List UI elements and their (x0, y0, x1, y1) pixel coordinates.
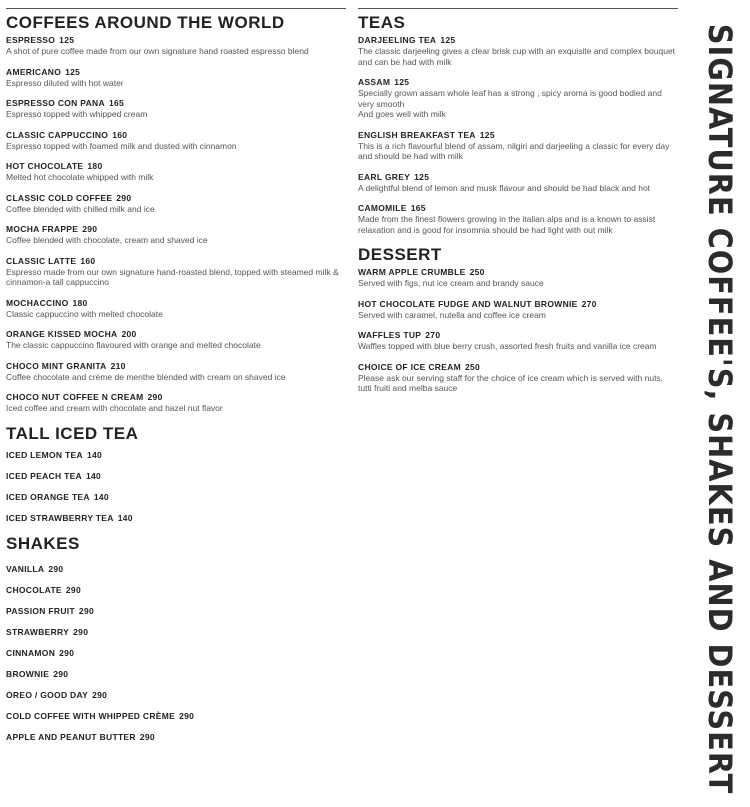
menu-item (6, 130, 346, 152)
top-rule-left (6, 8, 346, 9)
item-price: 270 (581, 298, 597, 309)
item-price: 200 (121, 329, 137, 339)
item-price: 140 (86, 470, 102, 481)
item-name-text: CAMOMILE (358, 203, 407, 213)
menu-item (358, 130, 678, 162)
item-description: Waffles topped with blue berry crush, assorted fresh fruits and vanilla ice cream (358, 341, 657, 351)
menu-item (358, 362, 678, 394)
shakes-list (6, 564, 346, 743)
item-price: 250 (464, 361, 481, 372)
menu-item (6, 392, 346, 414)
item-price: 290 (48, 563, 64, 574)
item-description: Iced coffee and cream with chocolate and hazel nut flavor (6, 403, 223, 413)
menu-item (6, 361, 346, 383)
item-name-text: AMERICANO (6, 66, 62, 77)
menu-item (6, 35, 346, 57)
item-description: Espresso topped with foamed milk and dusted with cinnamon (6, 140, 237, 151)
item-description: Espresso made from our own signature hand-roasted blend, topped with steamed milk & cinnamon-a tall cappuccino (6, 266, 339, 287)
menu-item (6, 564, 346, 575)
menu-item (358, 172, 678, 194)
coffees-list (6, 35, 346, 414)
item-price: 290 (147, 392, 163, 402)
item-description: The classic darjeeling gives a clear brisk cup with an exquisite and complex bouquet and can be had with milk (358, 46, 676, 67)
menu-item (6, 224, 346, 246)
item-name-text: CLASSIC CAPPUCCINO (6, 129, 109, 140)
item-description: A delightful blend of lemon and musk flavour and should be had black and hot (358, 182, 651, 193)
item-price: 160 (112, 129, 128, 140)
left-column (6, 8, 346, 753)
menu-item-name (6, 35, 346, 46)
menu-item (6, 329, 346, 351)
item-price: 290 (78, 605, 95, 616)
item-price: 290 (59, 647, 75, 658)
menu-item-name (6, 329, 346, 340)
menu-item (6, 606, 346, 617)
menu-item (6, 450, 346, 461)
item-name-text: HOT CHOCOLATE (6, 161, 84, 171)
item-name-text: ICED LEMON TEA (6, 449, 83, 460)
item-price: 250 (469, 267, 485, 277)
menu-item (358, 35, 678, 67)
item-price: 125 (440, 35, 456, 45)
item-price: 210 (110, 360, 126, 371)
menu-item-name (358, 203, 678, 214)
menu-item (358, 330, 678, 352)
item-name-text: PASSION FRUIT (6, 605, 75, 616)
menu-item (6, 471, 346, 482)
item-price: 125 (414, 171, 430, 182)
item-name-text: STRAWBERRY (6, 626, 70, 637)
item-name-text: EARL GREY (358, 171, 411, 182)
menu-item (6, 256, 346, 288)
menu-item (6, 669, 346, 680)
menu-item (6, 690, 346, 701)
right-column (358, 8, 678, 404)
item-description: Coffee blended with chocolate, cream and shaved ice (6, 235, 208, 245)
item-price: 125 (479, 129, 495, 140)
item-name-text: HOT CHOCOLATE FUDGE AND WALNUT BROWNIE (358, 298, 578, 309)
item-name-text: ASSAM (358, 77, 391, 87)
item-description: The classic cappuccino flavoured with orange and melted chocolate (6, 340, 261, 350)
item-price: 165 (108, 98, 125, 108)
item-price: 290 (116, 192, 132, 203)
item-name-text: CHOCO MINT GRANITA (6, 360, 107, 371)
menu-item (6, 298, 346, 320)
item-description: Served with figs, nut ice cream and brandy sauce (358, 278, 544, 288)
item-price: 290 (179, 710, 195, 721)
item-name-text: WAFFLES TUP (358, 330, 422, 340)
item-name-text: ICED PEACH TEA (6, 470, 82, 481)
item-name-text: ORANGE KISSED MOCHA (6, 329, 118, 339)
item-price: 270 (425, 330, 441, 340)
menu-item-name (6, 224, 346, 235)
item-name-text: ENGLISH BREAKFAST TEA (358, 129, 476, 140)
menu-item (6, 161, 346, 183)
teas-section-title: TEAS (358, 13, 406, 32)
menu-item (6, 98, 346, 120)
menu-item-name (6, 67, 346, 78)
menu-item-name (6, 193, 346, 204)
coffees-section-title: COFFEES AROUND THE WORLD (6, 13, 285, 32)
menu-item (358, 77, 678, 120)
menu-item-name (358, 362, 678, 373)
item-description: This is a rich flavourful blend of assam, nilgiri and darjeeling a classic for every day and should be had with milk (358, 140, 670, 161)
menu-item-name (6, 256, 346, 267)
item-description: A shot of pure coffee made from our own signature hand roasted espresso blend (6, 46, 309, 56)
item-price: 125 (65, 66, 81, 77)
item-name-text: WARM APPLE CRUMBLE (358, 267, 466, 277)
item-name-text: BROWNIE (6, 668, 50, 679)
menu-item-name (6, 392, 346, 403)
menu-item-name (6, 98, 346, 109)
item-price: 290 (92, 689, 108, 700)
menu-item-name (358, 267, 678, 278)
menu-item-name (358, 299, 678, 310)
item-name-text: MOCHA FRAPPE (6, 224, 79, 234)
item-name-text: OREO / GOOD DAY (6, 689, 89, 700)
menu-item (6, 732, 346, 743)
item-name-text: MOCHACCINO (6, 297, 69, 308)
side-title (690, 14, 750, 804)
item-price: 180 (72, 297, 88, 308)
side-title-text: SIGNATURE COFFEE'S, SHAKES AND DESSERT (701, 23, 739, 795)
item-price: 140 (93, 491, 109, 502)
dessert-section-title: DESSERT (358, 245, 442, 264)
item-description: Coffee chocolate and crème de menthe blended with cream on shaved ice (6, 371, 286, 382)
item-description: Please ask our serving staff for the choice of ice cream which is served with nuts, tutti fruiti and melba sauce (358, 372, 664, 393)
menu-item (6, 711, 346, 722)
menu-item (6, 492, 346, 503)
item-description: Espresso topped with whipped cream (6, 109, 148, 119)
item-name-text: ESPRESSO (6, 35, 56, 45)
menu-item-name (358, 77, 678, 88)
menu-item (358, 267, 678, 289)
item-name-text: ESPRESSO CON PANA (6, 98, 105, 108)
item-name-text: DARJEELING TEA (358, 35, 437, 45)
menu-item (358, 203, 678, 235)
item-price: 125 (59, 35, 75, 45)
shakes-section-title: SHAKES (6, 533, 80, 553)
item-name-text: VANILLA (6, 563, 45, 574)
item-name-text: CHOICE OF ICE CREAM (358, 361, 461, 372)
item-name-text: CHOCO NUT COFFEE N CREAM (6, 392, 144, 402)
menu-item-name (358, 35, 678, 46)
dessert-list (358, 267, 678, 394)
item-name-text: APPLE AND PEANUT BUTTER (6, 731, 136, 742)
item-price: 140 (117, 512, 133, 523)
item-name-text: ICED STRAWBERRY TEA (6, 512, 114, 523)
menu-item (6, 513, 346, 524)
menu-item-name (6, 361, 346, 372)
menu-item (6, 648, 346, 659)
teas-list (358, 35, 678, 235)
iced-tea-list (6, 450, 346, 524)
iced-tea-section-title: TALL ICED TEA (6, 423, 139, 443)
item-description: Specially grown assam whole leaf has a strong , spicy aroma is good bodied and very smooth And goes well with milk (358, 88, 662, 119)
item-description: Made from the finest flowers growing in the italian alps and is a known to assist relaxation and is good for insomnia should be had light with out milk (358, 214, 656, 235)
menu-item-name (6, 298, 346, 309)
item-description: Espresso diluted with hot water (6, 77, 124, 88)
item-price: 140 (86, 449, 103, 460)
item-description: Served with caramel, nutella and coffee ice cream (358, 309, 546, 320)
item-price: 290 (139, 731, 155, 742)
menu-item-name (358, 330, 678, 341)
menu-item (6, 67, 346, 89)
item-price: 290 (82, 224, 98, 234)
item-price: 160 (80, 255, 96, 266)
menu-item (6, 585, 346, 596)
item-price: 165 (410, 203, 426, 213)
menu-item-name (358, 172, 678, 183)
item-description: Coffee blended with chilled milk and ice (6, 203, 155, 214)
item-price: 180 (87, 161, 103, 171)
menu-item (6, 193, 346, 215)
item-price: 290 (65, 584, 81, 595)
menu-item (358, 299, 678, 321)
item-name-text: COLD COFFEE WITH WHIPPED CRÈME (6, 710, 176, 721)
menu-item-name (6, 130, 346, 141)
item-name-text: CLASSIC COLD COFFEE (6, 192, 113, 203)
item-description: Melted hot chocolate whipped with milk (6, 172, 154, 182)
item-price: 290 (73, 626, 89, 637)
menu-item-name (6, 161, 346, 172)
item-name-text: CLASSIC LATTE (6, 255, 77, 266)
item-description: Classic cappuccino with melted chocolate (6, 308, 163, 319)
item-name-text: CHOCOLATE (6, 584, 62, 595)
menu-item (6, 627, 346, 638)
item-name-text: CINNAMON (6, 647, 56, 658)
menu-item-name (358, 130, 678, 141)
item-price: 125 (394, 77, 410, 87)
item-name-text: ICED ORANGE TEA (6, 491, 90, 502)
top-rule-right (358, 8, 678, 9)
item-price: 290 (53, 668, 69, 679)
